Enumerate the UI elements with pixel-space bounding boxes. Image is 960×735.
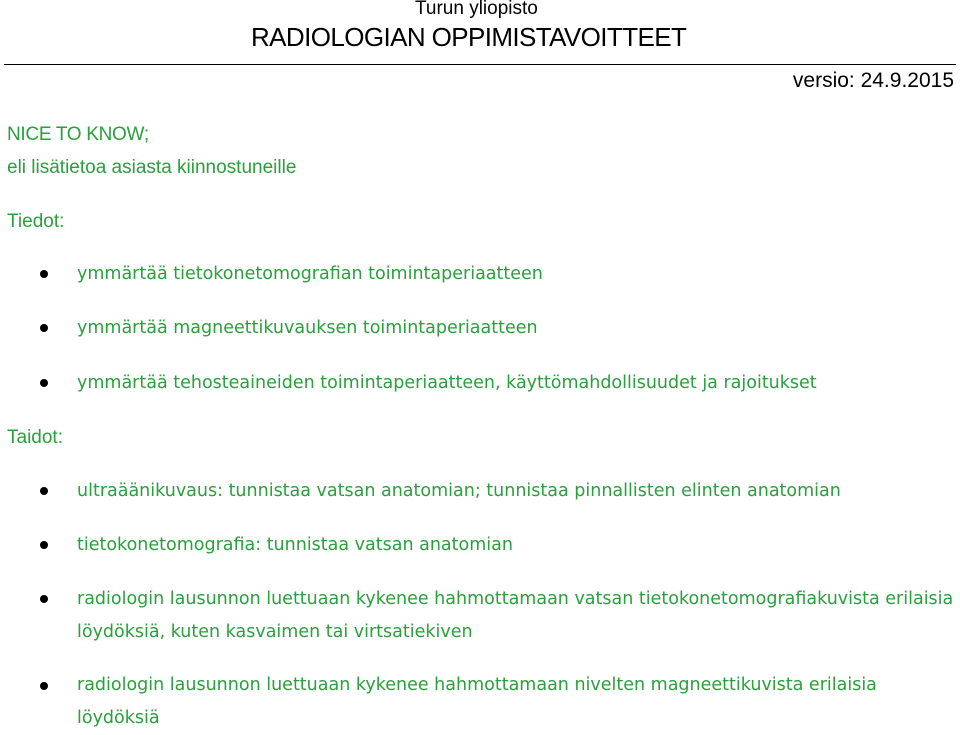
- bullet-icon: [40, 682, 48, 690]
- list-item: radiologin lausunnon luettuaan kykenee hahmottamaan vatsan tietokonetomografiakuvista erilaisia löydöksiä, kuten kasvaimen tai virtsatiekiven: [77, 589, 954, 642]
- list-item: ultraäänikuvaus: tunnistaa vatsan anatomian; tunnistaa pinnallisten elinten anatomian: [77, 481, 841, 501]
- document-title: RADIOLOGIAN OPPIMISTAVOITTEET: [251, 22, 687, 52]
- bullet-icon: [40, 487, 48, 495]
- bullet-icon: [40, 595, 48, 603]
- list-item: ymmärtää tietokonetomografian toimintaperiaatteen: [77, 264, 543, 284]
- bullet-icon: [40, 541, 48, 549]
- list-item: tietokonetomografia: tunnistaa vatsan anatomian: [77, 535, 513, 555]
- university-name: Turun yliopisto: [415, 0, 538, 19]
- version-label: versio: 24.9.2015: [792, 69, 954, 92]
- section-heading-taidot: Taidot:: [7, 427, 63, 448]
- list-item: radiologin lausunnon luettuaan kykenee hahmottamaan nivelten magneettikuvista erilaisia löydöksiä: [77, 675, 877, 728]
- nice-to-know-subheading: eli lisätietoa asiasta kiinnostuneille: [7, 157, 297, 178]
- list-item: ymmärtää tehosteaineiden toimintaperiaatteen, käyttömahdollisuudet ja rajoitukset: [77, 373, 817, 393]
- header-rule: [4, 64, 956, 65]
- bullet-icon: [40, 324, 48, 332]
- bullet-icon: [40, 379, 48, 387]
- nice-to-know-heading: NICE TO KNOW;: [7, 124, 149, 145]
- section-heading-tiedot: Tiedot:: [7, 211, 65, 232]
- list-item: ymmärtää magneettikuvauksen toimintaperiaatteen: [77, 318, 538, 338]
- bullet-icon: [40, 270, 48, 278]
